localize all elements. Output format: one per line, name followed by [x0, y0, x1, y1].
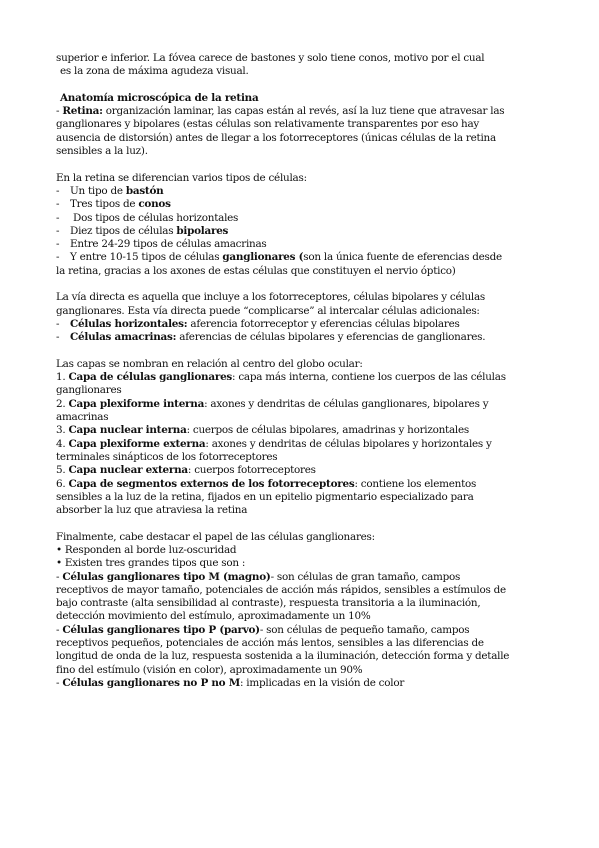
direct-path-paragraph: La vía directa es aquella que incluye a los fotorreceptores, células bipolares y células [56, 291, 485, 304]
direct-path-paragraph: ganglionares. Esta vía directa puede “complicarse” al intercalar células adicionales: [56, 304, 480, 317]
layers-intro: Las capas se nombran en relación al centro del globo ocular: [56, 357, 363, 370]
list-item: - Y entre 10-15 tipos de células ganglionares (son la única fuente de eferencias desde [56, 251, 502, 264]
list-item-continuation: la retina, gracias a los axones de estas células que constituyen el nervio óptico) [56, 264, 456, 277]
list-item: - Células horizontales: aferencia fotorreceptor y eferencias células bipolares [56, 317, 460, 330]
ganglion-type-p-line: receptivos pequeños, potenciales de acción más lentos, sensibles a las diferencias de [56, 637, 484, 650]
retina-paragraph-line: ganglionares y bipolares (estas células son relativamente transparentes por eso hay [56, 118, 480, 131]
intro-line: es la zona de máxima agudeza visual. [60, 65, 249, 78]
document-body [56, 52, 546, 690]
ganglion-type-p: - Células ganglionares tipo P (parvo)- son células de pequeño tamaño, campos [56, 623, 470, 636]
ganglion-type-p-line: fino del estímulo (visión en color), aproximadamente un 90% [56, 663, 363, 676]
ganglion-type-np: - Células ganglionares no P no M: implicadas en la visión de color [56, 676, 405, 689]
layer-item: 6. Capa de segmentos externos de los fotorreceptores: contiene los elementos [56, 477, 477, 490]
layer-item-continuation: absorber la luz que atraviesa la retina [56, 504, 248, 517]
ganglion-type-m-line: bajo contraste (alta sensibilidad al contraste), respuesta transitoria a la iluminación, [56, 597, 481, 610]
retina-paragraph-line: sensibles a la luz). [56, 145, 148, 158]
ganglion-type-m-line: receptivos de mayor tamaño, potenciales de acción más rápidos, sensibles a estímulos de [56, 583, 506, 596]
list-item: - Un tipo de bastón [56, 184, 164, 197]
cell-types-intro: En la retina se diferencian varios tipos de células: [56, 171, 307, 184]
retina-paragraph-line: ausencia de distorsión) antes de llegar a los fotorreceptores (únicas células de la retina [56, 131, 496, 144]
list-item: - Tres tipos de conos [56, 198, 171, 211]
layer-item: 5. Capa nuclear externa: cuerpos fotorreceptores [56, 464, 316, 477]
layer-item: 3. Capa nuclear interna: cuerpos de células bipolares, amadrinas y horizontales [56, 424, 469, 437]
layer-item-continuation: amacrinas [56, 411, 109, 424]
layer-item: 2. Capa plexiforme interna: axones y dendritas de células ganglionares, bipolares y [56, 397, 489, 410]
list-item: - Dos tipos de células horizontales [56, 211, 239, 224]
list-item: - Células amacrinas: aferencias de células bipolares y eferencias de ganglionares. [56, 331, 486, 344]
list-item: - Entre 24-29 tipos de células amacrinas [56, 238, 267, 251]
layer-item-continuation: terminales sinápticos de los fotorreceptores [56, 450, 278, 463]
ganglion-intro: Finalmente, cabe destacar el papel de las células ganglionares: [56, 530, 375, 543]
layer-item-continuation: sensibles a la luz de la retina, fijados en un epitelio pigmentario especializado para [56, 490, 474, 503]
list-item: - Diez tipos de células bipolares [56, 224, 229, 237]
ganglion-type-m: - Células ganglionares tipo M (magno)- son células de gran tamaño, campos [56, 570, 461, 583]
ganglion-type-m-line: detección movimiento del estímulo, aproximadamente un 10% [56, 610, 371, 623]
layer-item-continuation: ganglionares [56, 384, 122, 397]
layer-item: 4. Capa plexiforme externa: axones y dendritas de células bipolares y horizontales y [56, 437, 492, 450]
bullet-item: • Existen tres grandes tipos que son : [56, 557, 246, 570]
section-heading: Anatomía microscópica de la retina [60, 91, 259, 104]
intro-line: superior e inferior. La fóvea carece de bastones y solo tiene conos, motivo por el cual [56, 52, 485, 64]
retina-paragraph: - Retina: organización laminar, las capas están al revés, así la luz tiene que atravesar las [56, 105, 505, 118]
layer-item: 1. Capa de células ganglionares: capa más interna, contiene los cuerpos de las células [56, 371, 506, 384]
bullet-item: • Responden al borde luz-oscuridad [56, 543, 237, 556]
retina-term: Retina: [62, 105, 103, 118]
ganglion-type-p-line: longitud de onda de la luz, respuesta sostenida a la iluminación, detección forma y detalle [56, 650, 510, 663]
